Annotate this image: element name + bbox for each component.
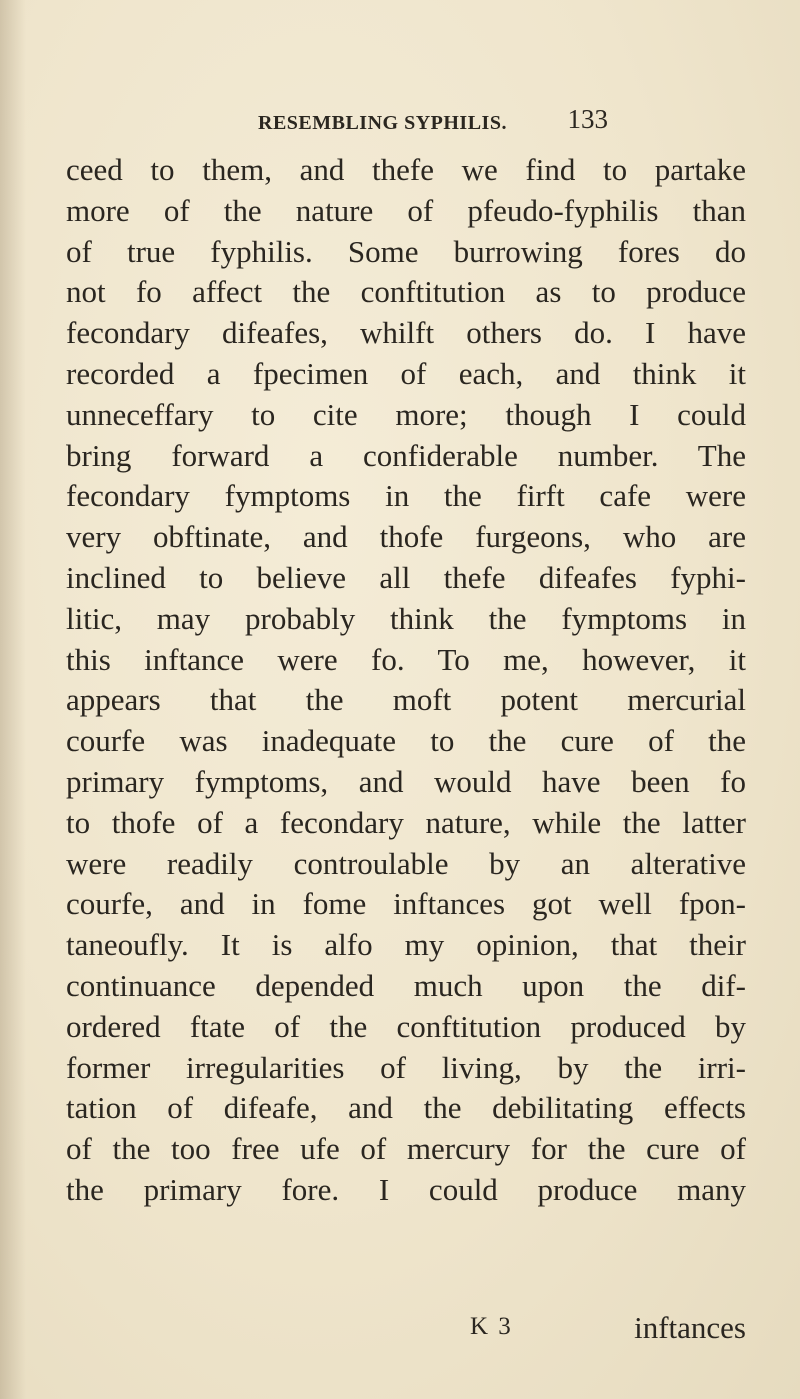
text-line: recorded a fpecimen of each, and think it xyxy=(66,355,746,391)
text-line: unneceffary to cite more; though I could xyxy=(66,396,746,432)
text-line: ordered ftate of the conftitution produced by xyxy=(66,1008,746,1044)
text-line: to thofe of a fecondary nature, while the latter xyxy=(66,804,746,840)
text-line: litic, may probably think the fymptoms in xyxy=(66,600,746,636)
page-number: 133 xyxy=(567,104,608,134)
text-line: tation of difeafe, and the debilitating effects xyxy=(66,1090,746,1126)
text-line: this inftance were fo. To me, however, it xyxy=(66,641,746,677)
gutter-shadow xyxy=(0,0,26,1399)
text-line: ceed to them, and thefe we find to partake xyxy=(66,152,746,187)
body-text xyxy=(66,150,746,1211)
signature-mark: K 3 xyxy=(470,1313,513,1340)
text-line: fecondary difeafes, whilft others do. I have xyxy=(66,315,746,351)
text-line: bring forward a confiderable number. The xyxy=(66,437,746,473)
text-line: appears that the moft potent mercurial xyxy=(66,682,746,718)
text-line: the primary fore. I could produce many xyxy=(66,1171,746,1207)
running-head: RESEMBLING SYPHILIS. xyxy=(258,112,507,134)
text-line: former irregularities of living, by the irri- xyxy=(66,1049,746,1085)
text-line: of the too free ufe of mercury for the cure of xyxy=(66,1131,746,1167)
text-line: more of the nature of pfeudo-fyphilis than xyxy=(66,192,746,228)
text-line: primary fymptoms, and would have been fo xyxy=(66,763,746,799)
text-line: very obftinate, and thofe furgeons, who are xyxy=(66,519,746,555)
catchword: inftances xyxy=(634,1310,746,1345)
text-line: fecondary fymptoms in the firft cafe were xyxy=(66,478,746,514)
page-header xyxy=(258,104,608,144)
page-footer xyxy=(66,1310,746,1353)
text-line: courfe, and in fome inftances got well fpon- xyxy=(66,886,746,922)
text-line: were readily controulable by an alterative xyxy=(66,845,746,881)
text-line: inclined to believe all thefe difeafes fyphi- xyxy=(66,559,746,595)
text-line: not fo affect the conftitution as to produce xyxy=(66,274,746,310)
text-line: courfe was inadequate to the cure of the xyxy=(66,723,746,759)
text-line: taneoufly. It is alfo my opinion, that their xyxy=(66,927,746,963)
text-line: of true fyphilis. Some burrowing fores do xyxy=(66,233,746,269)
text-line: continuance depended much upon the dif- xyxy=(66,967,746,1003)
